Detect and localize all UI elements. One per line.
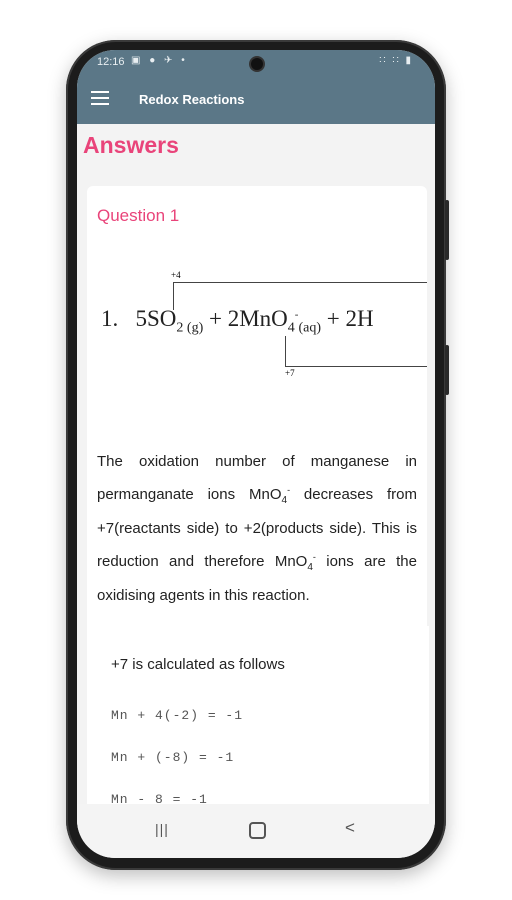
para-sup-1: - xyxy=(287,485,291,495)
page-heading: Answers xyxy=(83,132,179,158)
calculation-line: Mn + (-8) = -1 xyxy=(111,750,235,765)
equation-number: 1. xyxy=(101,306,119,331)
system-nav-bar xyxy=(77,804,435,858)
volume-button xyxy=(445,345,449,395)
mno4-state: (aq) xyxy=(298,320,321,336)
bracket-top-horizontal xyxy=(173,282,427,283)
calculation-box xyxy=(99,626,429,804)
explanation-paragraph xyxy=(97,448,417,610)
status-time: 12:16 xyxy=(97,56,125,68)
recents-button[interactable]: ||| xyxy=(155,821,169,837)
equation-formula xyxy=(101,306,374,337)
calculation-line: Mn + 4(-2) = -1 xyxy=(111,708,244,723)
notification-icons: ▣ ● ✈ • xyxy=(131,55,188,66)
bracket-bottom-horizontal xyxy=(285,366,427,367)
para-text-2: decreases from +7(reactants side) to +2(products side). This is reduction and therefore MnO xyxy=(97,486,417,570)
redox-equation xyxy=(87,266,427,396)
so2-term: 5SO xyxy=(135,306,177,331)
so2-subscript: 2 (g) xyxy=(176,320,204,336)
answer-card xyxy=(87,186,427,804)
oxidation-state-top: +4 xyxy=(171,270,181,280)
para-text-1: The oxidation number of manganese in permanganate ions MnO xyxy=(97,453,417,503)
oxidation-state-bottom: +7 xyxy=(285,368,295,378)
home-button[interactable] xyxy=(249,822,266,839)
calculation-heading: +7 is calculated as follows xyxy=(111,656,285,673)
hamburger-menu-icon[interactable] xyxy=(91,91,109,105)
h-term: + 2H xyxy=(326,306,374,331)
content-area[interactable] xyxy=(77,124,435,804)
power-button xyxy=(445,200,449,260)
phone-screen xyxy=(77,50,435,858)
mno4-charge: - xyxy=(294,308,299,321)
mno4-term: + 2MnO xyxy=(208,306,288,331)
calculation-line: Mn - 8 = -1 xyxy=(111,792,208,804)
mno4-subscript: 4 xyxy=(287,320,295,336)
para-sub-1: 4 xyxy=(281,495,288,506)
app-bar xyxy=(77,74,435,124)
para-sup-2: - xyxy=(312,552,316,562)
question-title: Question 1 xyxy=(97,206,180,225)
bracket-bottom-vertical xyxy=(285,336,286,366)
back-button[interactable]: < xyxy=(345,818,355,837)
app-title: Redox Reactions xyxy=(139,92,245,107)
signal-battery-icons: ∷ ∷ ▮ xyxy=(379,55,413,66)
front-camera xyxy=(251,58,263,70)
para-sub-2: 4 xyxy=(307,562,313,573)
para-text-3: ions are the oxidising agents in this reaction. xyxy=(97,553,417,604)
